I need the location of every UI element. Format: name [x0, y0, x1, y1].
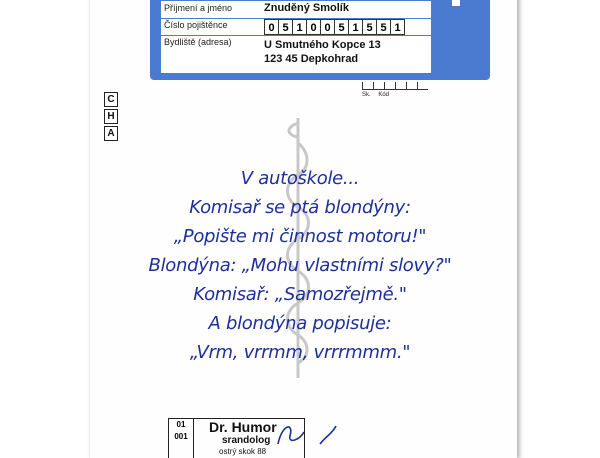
prescription-form	[90, 0, 517, 458]
address-row	[161, 35, 431, 73]
name-label: Příjmení a jméno	[164, 3, 233, 13]
insurance-digit: 1	[293, 20, 307, 34]
message-line: A blondýna popisuje:	[208, 313, 392, 334]
insurance-digit: 0	[307, 20, 321, 34]
address-value	[264, 38, 381, 66]
address-label: Bydliště (adresa)	[164, 37, 232, 47]
message-line: Blondýna: „Mohu vlastními slovy?"	[148, 255, 452, 276]
signature-scribble-icon	[270, 418, 350, 448]
stamp-line-1: 01	[176, 420, 186, 429]
cha-letter: H	[104, 109, 118, 124]
name-row	[161, 1, 431, 19]
insurance-label: Číslo pojištěnce	[164, 20, 228, 30]
doctor-name: Dr. Humor	[209, 419, 277, 435]
code-labels	[362, 92, 395, 98]
address-line-1: U Smutného Kopce 13	[264, 39, 381, 51]
header-tab	[452, 0, 460, 6]
patient-info-form	[160, 0, 432, 74]
insurance-digit: 1	[349, 20, 363, 34]
insurance-digit: 5	[335, 20, 349, 34]
code-boxes	[362, 75, 428, 90]
sk-label: Sk.	[362, 92, 371, 98]
kod-label: Kód	[378, 92, 390, 98]
message-line: Komisař se ptá blondýny:	[189, 197, 411, 218]
message-line: „Popište mi činnost motoru!"	[173, 226, 427, 247]
insurance-digit: 5	[363, 20, 377, 34]
message-line: V autoškole...	[240, 168, 360, 189]
address-line-2: 123 45 Depkohrad	[264, 53, 359, 65]
stamp-code-box	[168, 418, 194, 458]
insurance-number-boxes	[264, 19, 405, 35]
insurance-digit: 1	[394, 22, 401, 34]
cha-letter: A	[104, 126, 118, 141]
cha-boxes	[104, 92, 118, 141]
doctor-address: ostrý skok 88	[219, 447, 267, 456]
insurance-digit: 5	[279, 20, 293, 34]
insurance-digit: 0	[321, 20, 335, 34]
joke-text	[90, 164, 510, 367]
insurance-digit: 5	[377, 20, 391, 34]
message-line: Komisař: „Samozřejmě."	[193, 284, 407, 305]
insurance-row	[161, 18, 431, 36]
name-value: Znuděný Smolík	[264, 2, 349, 14]
cha-letter: C	[104, 92, 118, 107]
message-line: „Vrm, vrrmm, vrrrmmm."	[189, 342, 411, 363]
insurance-digit: 0	[265, 20, 279, 34]
stamp-line-2: 001	[174, 432, 188, 441]
doctor-title: srandolog	[222, 435, 271, 446]
